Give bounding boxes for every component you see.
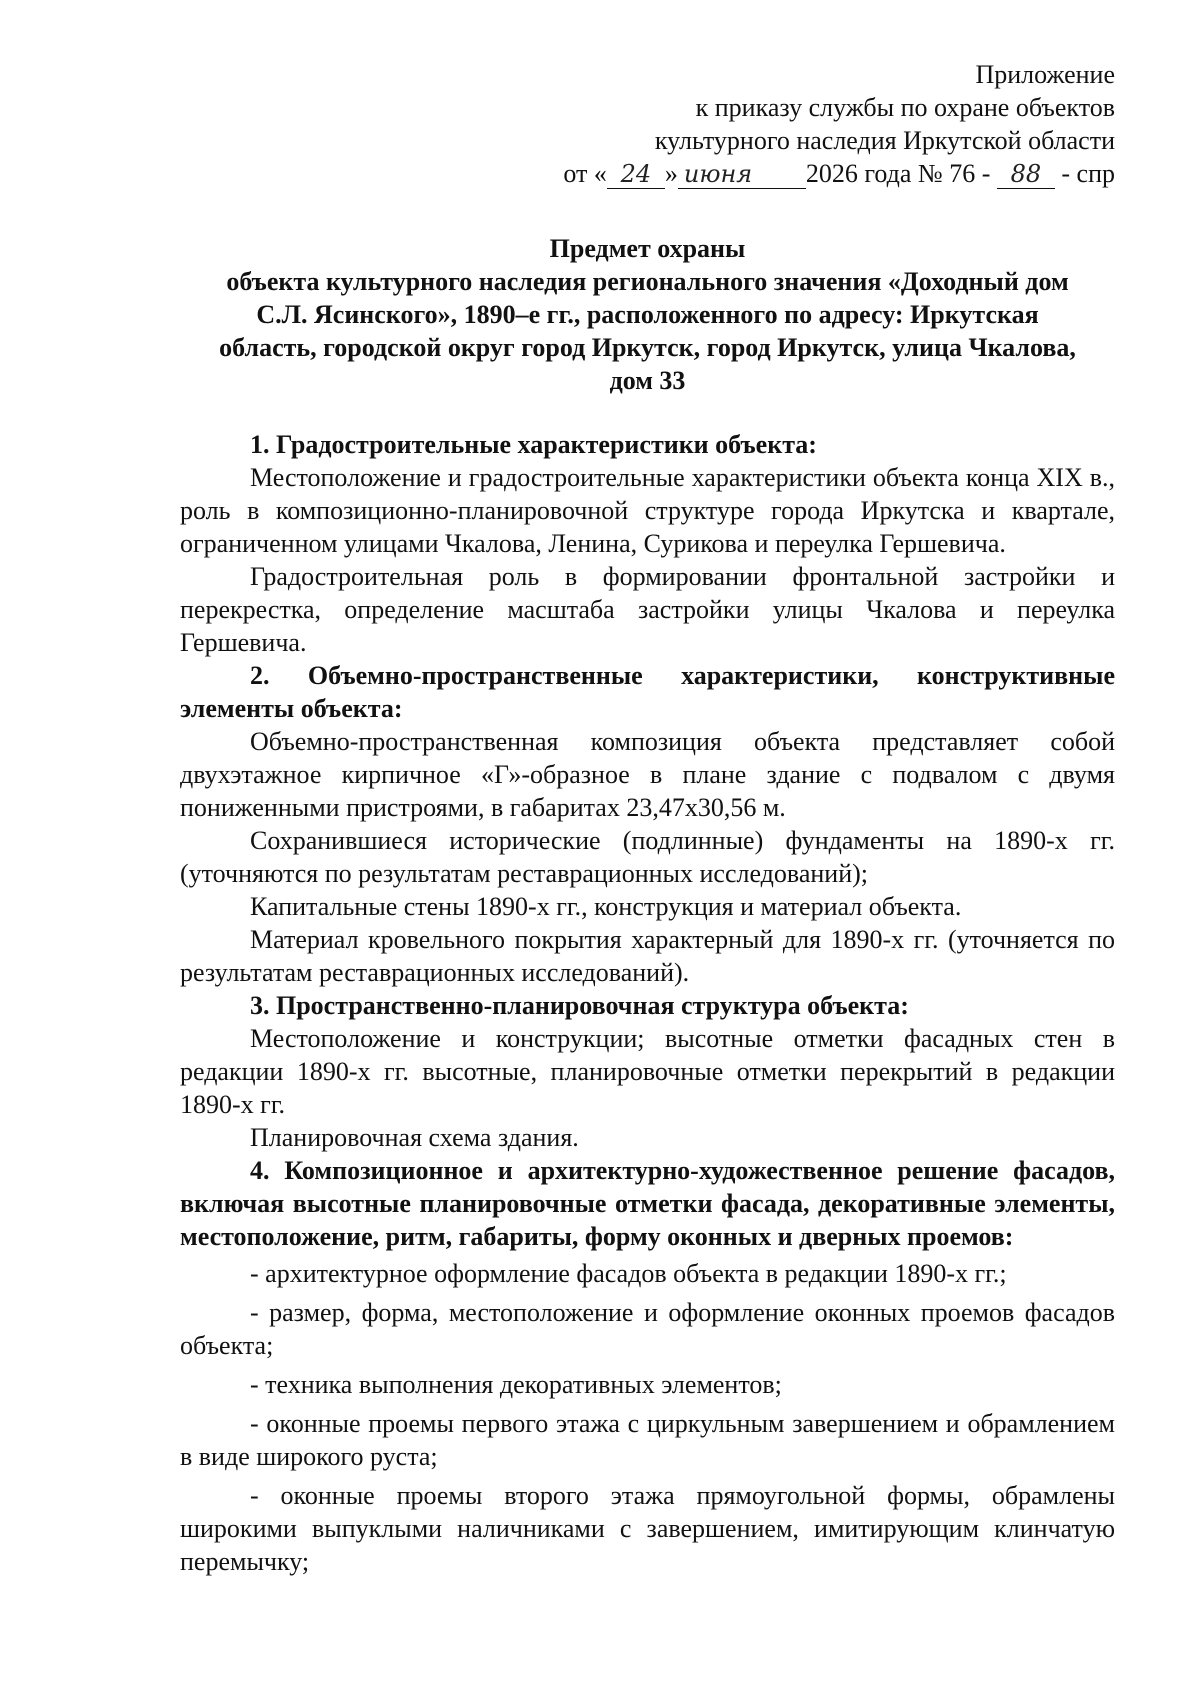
section-4-item-5: - оконные проемы второго этажа прямоугольной формы, обрамлены широкими выпуклыми наличниками с завершением, имитирующим клинчатую перемычку;: [180, 1481, 1115, 1576]
handwritten-month: июня: [678, 160, 806, 189]
section-4-item-1: - архитектурное оформление фасадов объекта в редакции 1890-х гг.;: [250, 1259, 1007, 1288]
appendix-line-1: Приложение: [975, 60, 1115, 89]
appendix-line-3: культурного наследия Иркутской области: [654, 126, 1115, 155]
section-1-paragraph-1: Местоположение и градостроительные характеристики объекта конца XIX в., роль в композиционно-планировочной структуре города Иркутска и квартале, ограниченном улицами Чкалова, Ленина, Сурикова и переулка Гершевича.: [180, 463, 1115, 558]
appendix-line-2: к приказу службы по охране объектов: [695, 93, 1115, 122]
date-suffix: 2026 года № 76 -: [805, 159, 991, 188]
section-3-paragraph-2: Планировочная схема здания.: [250, 1123, 579, 1152]
number-suffix: - спр: [1061, 159, 1115, 188]
section-1-heading: 1. Градостроительные характеристики объекта:: [250, 430, 817, 459]
document-page: [180, 58, 1115, 1578]
section-4-heading: 4. Композиционное и архитектурно-художественное решение фасадов, включая высотные планировочные отметки фасада, декоративные элементы, местоположение, ритм, габариты, форму оконных и дверных проемов:: [180, 1156, 1115, 1251]
section-2-paragraph-3: Капитальные стены 1890-х гг., конструкция и материал объекта.: [250, 892, 962, 921]
date-mid: »: [664, 159, 678, 188]
section-2-paragraph-1: Объемно-пространственная композиция объекта представляет собой двухэтажное кирпичное «Г»-образное в плане здание с подвалом с двумя пониженными пристроями, в габаритах 23,47х30,56 м.: [180, 727, 1115, 822]
section-4-item-3: - техника выполнения декоративных элементов;: [250, 1370, 782, 1399]
date-prefix: от «: [563, 159, 607, 188]
section-2-paragraph-4: Материал кровельного покрытия характерный для 1890-х гг. (уточняется по результатам реставрационных исследований).: [180, 925, 1115, 987]
title-line-4: область, городской округ город Иркутск, город Иркутск, улица Чкалова,: [219, 333, 1076, 362]
section-3-paragraph-1: Местоположение и конструкции; высотные отметки фасадных стен в редакции 1890-х гг. высотные, планировочные отметки перекрытий в редакции 1890-х гг.: [180, 1024, 1115, 1119]
section-4-item-4: - оконные проемы первого этажа с циркульным завершением и обрамлением в виде широкого руста;: [180, 1409, 1115, 1471]
title-line-1: Предмет охраны: [549, 234, 746, 263]
appendix-date-line: [180, 157, 1115, 190]
section-2-heading: 2. Объемно-пространственные характеристики, конструктивные элементы объекта:: [180, 661, 1115, 723]
section-4-item-2: - размер, форма, местоположение и оформление оконных проемов фасадов объекта;: [180, 1298, 1115, 1360]
appendix-header: [180, 58, 1115, 190]
section-1-paragraph-2: Градостроительная роль в формировании фронтальной застройки и перекрестка, определение масштаба застройки улицы Чкалова и переулка Гершевича.: [180, 562, 1115, 657]
handwritten-day: 24: [607, 160, 665, 189]
document-title: [180, 232, 1115, 397]
title-line-3: С.Л. Ясинского», 1890–е гг., расположенного по адресу: Иркутская: [256, 300, 1039, 329]
document-body: [180, 428, 1115, 1578]
title-line-2: объекта культурного наследия регионального значения «Доходный дом: [226, 267, 1069, 296]
title-line-5: дом 33: [609, 366, 686, 395]
handwritten-number: 88: [997, 160, 1055, 189]
section-3-heading: 3. Пространственно-планировочная структура объекта:: [250, 991, 909, 1020]
section-2-paragraph-2: Сохранившиеся исторические (подлинные) фундаменты на 1890-х гг. (уточняются по результатам реставрационных исследований);: [180, 826, 1115, 888]
